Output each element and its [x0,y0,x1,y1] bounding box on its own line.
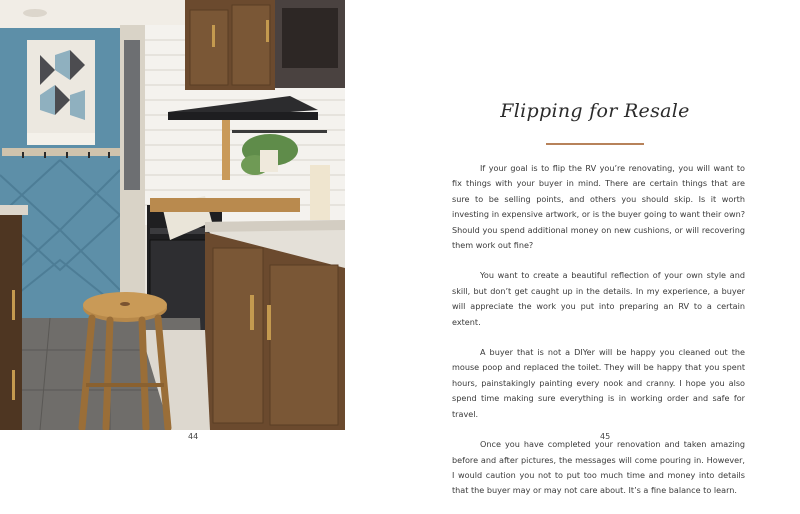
paragraph: Once you have completed your renovation and taken amazing before and after pictures, the messages will come pouring in. However, I would caution you not to put too much time and money into details that the buyer may or may not care about. It’s a fine balance to learn. [452,439,745,496]
paragraph: If your goal is to flip the RV you’re renovating, you will want to fix things with your buyer in mind. There are certain things that are sure to be selling points, and others you should skip. Is it worth investing in expensive artwork, or is the buyer going to want their own? Should you spend additional money on new cushions, or will recovering them work out fine? [452,163,745,251]
paragraph: A buyer that is not a DIYer will be happy you cleaned out the mouse poop and replaced the toilet. They will be happy that you spent hours, painstakingly painting every nook and cranny. I hope you also spend time making sure everything is in working order and safe for travel. [452,347,745,419]
rv-kitchen-photo [0,0,345,430]
page-number-left: 44 [188,432,199,441]
page-title: Flipping for Resale [500,100,690,122]
paragraph: You want to create a beautiful reflection of your own style and skill, but don’t get caught up in the details. In my experience, a buyer will appreciate the work you put into preparing an RV to a certain extent. [452,270,745,327]
page-number-right: 45 [600,432,611,441]
body-text [452,161,745,514]
title-divider [546,143,644,145]
